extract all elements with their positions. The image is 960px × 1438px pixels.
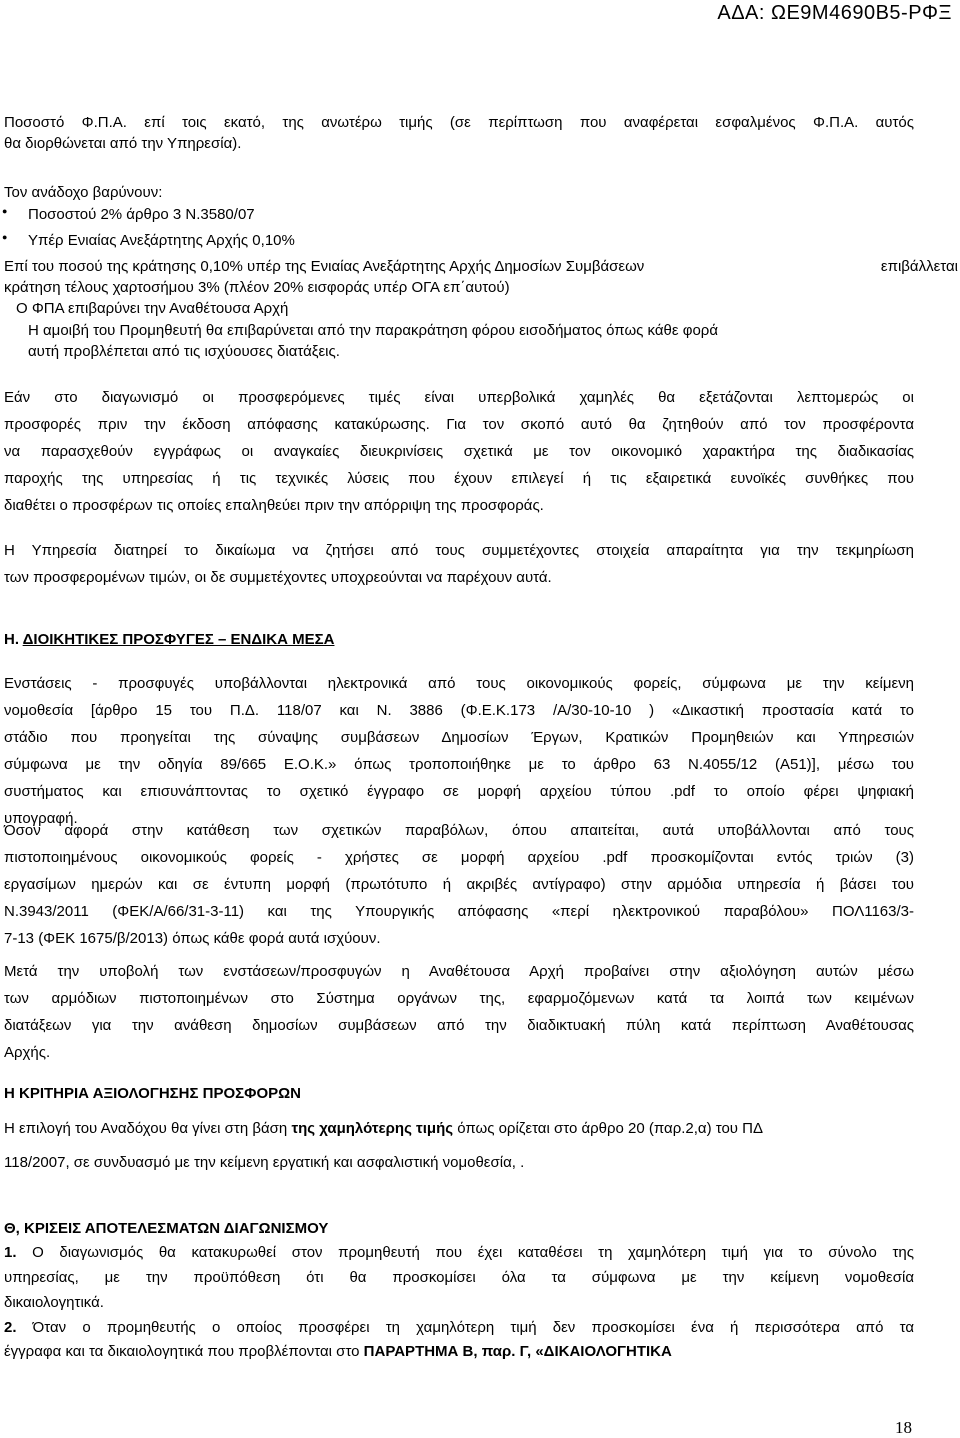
stamp-line-1-text: Επί του ποσού της κράτησης 0,10% υπέρ της Ενιαίας Ανεξάρτητης Αρχής Δημοσίων Συμβάσεων bbox=[4, 258, 645, 275]
vat-note-line-1: Ποσοστό Φ.Π.Α. επί τοις εκατό, της ανωτέρω τιμής (σε περίπτωση που αναφέρεται εσφαλμένος Φ.Π.Α. αυτός bbox=[4, 114, 914, 131]
criteria-line-1 bbox=[4, 1115, 954, 1144]
theta-p1-line-1-text: Ο διαγωνισμός θα κατακυρωθεί στον προμηθευτή που έχει καταθέσει τη χαμηλότερη τιμή για το σύνολο της bbox=[16, 1244, 914, 1261]
section-h-prefix: Η. bbox=[4, 631, 23, 648]
section-h-p3-line-2: των αρμόδιων πιστοποιημένων στο Σύστημα οργάνων της, εφαρμοζόμενων κατά τα λοιπά των κειμένων bbox=[4, 990, 914, 1007]
stamp-line-1 bbox=[4, 256, 958, 277]
criteria-line-1-post: όπως ορίζεται στο άρθρο 20 (παρ.2,α) του ΠΔ bbox=[453, 1120, 764, 1137]
section-h-p2-line-2: πιστοποιημένους οικονομικούς φορείς - χρήστες σε μορφή αρχείου .pdf προσκομίζονται εντός τριών (3) bbox=[4, 849, 914, 866]
section-h-heading bbox=[4, 626, 914, 655]
stamp-line-1-end: επιβάλλεται bbox=[880, 258, 958, 275]
fee-line-1: Η αμοιβή του Προμηθευτή θα επιβαρύνεται από την παρακράτηση φόρου εισοδήματος όπως κάθε φορά bbox=[28, 322, 719, 339]
theta-p1-number: 1. bbox=[4, 1244, 17, 1261]
theta-heading: Θ, ΚΡΙΣΕΙΣ ΑΠΟΤΕΛΕΣΜΑΤΩΝ ΔΙΑΓΩΝΙΣΜΟΥ bbox=[4, 1220, 329, 1237]
bullet-item-1: ● Ποσοστού 2% άρθρο 3 Ν.3580/07 bbox=[28, 206, 255, 223]
theta-p1-line-2: υπηρεσίας, με την προϋπόθεση ότι θα προσκομίσει όλα τα σύμφωνα με την κείμενη νομοθεσία bbox=[4, 1269, 914, 1286]
criteria-heading: Η ΚΡΙΤΗΡΙΑ ΑΞΙΟΛΟΓΗΣΗΣ ΠΡΟΣΦΟΡΩΝ bbox=[4, 1085, 302, 1102]
theta-p2-line-2 bbox=[4, 1339, 914, 1364]
section-h-p2-line-1: Όσον αφορά στην κατάθεση των σχετικών παραβόλων, όπου απαιτείται, αυτά υποβάλλονται από τους bbox=[4, 822, 914, 839]
reserve-line-1: Η Υπηρεσία διατηρεί το δικαίωμα να ζητήσει από τους συμμετέχοντες στοιχεία απαραίτητα για την τεκμηρίωση bbox=[4, 542, 914, 559]
ada-code: ΑΔΑ: ΩΕ9Μ4690Β5-ΡΦΞ bbox=[717, 2, 952, 24]
vat-note-line-2: θα διορθώνεται από την Υπηρεσία). bbox=[4, 135, 242, 152]
theta-p2-line-2-pre: έγγραφα και τα δικαιολογητικά που προβλέπονται στο bbox=[4, 1343, 364, 1360]
section-h-p1-line-3: στάδιο που προηγείται της σύναψης συμβάσεων Δημοσίων Έργων, Κρατικών Προμηθειών και Υπηρεσιών bbox=[4, 729, 914, 746]
section-h-p1-line-6: υπογραφή. bbox=[4, 810, 78, 827]
contractor-intro: Τον ανάδοχο βαρύνουν: bbox=[4, 184, 163, 201]
section-h-title: ΔΙΟΙΚΗΤΙΚΕΣ ΠΡΟΣΦΥΓΕΣ – ΕΝΔΙΚΑ ΜΕΣΑ bbox=[22, 631, 335, 648]
section-h-p3-line-1: Μετά την υποβολή των ενστάσεων/προσφυγών η Αναθέτουσα Αρχή προβαίνει στην αξιολόγηση αυτών μέσω bbox=[4, 963, 914, 980]
section-h-p2-line-3: εργασίμων ημερών και σε έντυπη μορφή (πρωτότυπο ή ακριβές αντίγραφο) στην αρμόδια υπηρεσία ή βάσει του bbox=[4, 876, 914, 893]
vat-burden-line: Ο ΦΠΑ επιβαρύνει την Αναθέτουσα Αρχή bbox=[16, 300, 289, 317]
section-h-p3-line-3: διατάξεων για την ανάθεση δημοσίων συμβάσεων από την διαδικτυακή πύλη κατά περίπτωση Αναθέτουσας bbox=[4, 1017, 914, 1034]
section-h-p1-line-2: νομοθεσία [άρθρο 15 του Π.Δ. 118/07 και Ν. 3886 (Φ.Ε.Κ.173 /Α/30-10-10 ) «Δικαστική προστασία κατά το bbox=[4, 702, 914, 719]
low-offers-line-2: προσφορές πριν την έκδοση απόφασης κατακύρωσης. Για τον σκοπό αυτό θα ζητηθούν από τον προσφέροντα bbox=[4, 416, 914, 433]
theta-p1-line-1 bbox=[4, 1240, 914, 1265]
theta-p2-line-1 bbox=[4, 1315, 914, 1340]
low-offers-line-5: διαθέτει ο προσφέρων τις οποίες επαληθεύει πριν την απόρριψη της προσφοράς. bbox=[4, 497, 544, 514]
reserve-line-2: των προσφερομένων τιμών, οι δε συμμετέχοντες υποχρεούνται να παρέχουν αυτά. bbox=[4, 569, 552, 586]
low-offers-line-4: παροχής της υπηρεσίας ή τις τεχνικές λύσεις που έχουν επιλεγεί ή τις εξαιρετικά ευνοϊκές συνθήκες που bbox=[4, 470, 914, 487]
theta-annex-reference: ΠΑΡΑΡΤΗΜΑ Β, παρ. Γ, «ΔΙΚΑΙΟΛΟΓΗΤΙΚΑ bbox=[363, 1343, 672, 1360]
page-number: 18 bbox=[895, 1418, 912, 1437]
fee-line-2: αυτή προβλέπεται από τις ισχύουσες διατάξεις. bbox=[28, 343, 340, 360]
criteria-line-1-pre: Η επιλογή του Αναδόχου θα γίνει στη βάση bbox=[4, 1120, 292, 1137]
section-h-p3-line-4: Αρχής. bbox=[4, 1044, 51, 1061]
section-h-p1-line-1: Ενστάσεις - προσφυγές υποβάλλονται ηλεκτρονικά από τους οικονομικούς φορείς, σύμφωνα με την κείμενη bbox=[4, 675, 914, 692]
theta-p2-number: 2. bbox=[4, 1319, 17, 1336]
section-h-p2-line-5: 7-13 (ΦΕΚ 1675/β/2013) όπως κάθε φορά αυτά ισχύουν. bbox=[4, 930, 381, 947]
criteria-lowest-price: της χαμηλότερης τιμής bbox=[291, 1120, 454, 1137]
theta-p1-line-3: δικαιολογητικά. bbox=[4, 1294, 104, 1311]
criteria-line-2: 118/2007, σε συνδυασμό με την κείμενη εργατική και ασφαλιστική νομοθεσία, . bbox=[4, 1154, 525, 1171]
stamp-line-2: κράτηση τέλους χαρτοσήμου 3% (πλέον 20% εισφοράς υπέρ ΟΓΑ επ΄αυτού) bbox=[4, 279, 510, 296]
low-offers-line-1: Εάν στο διαγωνισμό οι προσφερόμενες τιμές είναι υπερβολικά χαμηλές θα εξετάζονται λεπτομερώς οι bbox=[4, 389, 914, 406]
low-offers-line-3: να παρασχεθούν εγγράφως οι αναγκαίες διευκρινίσεις σχετικά με τον οικονομικό χαρακτήρα της διαδικασίας bbox=[4, 443, 914, 460]
section-h-p2-line-4: Ν.3943/2011 (ΦΕΚ/Α/66/31-3-11) και της Υπουργικής απόφασης «περί ηλεκτρονικού παραβόλου» ΠΟΛ1163/3- bbox=[4, 903, 914, 920]
section-h-p1-line-4: σύμφωνα με την οδηγία 89/665 Ε.Ο.Κ.» όπως τροποποιήθηκε με το άρθρο 63 Ν.4055/12 (Α51)], μέσω του bbox=[4, 756, 914, 773]
bullet-item-2: ● Υπέρ Ενιαίας Ανεξάρτητης Αρχής 0,10% bbox=[28, 232, 295, 249]
section-h-p1-line-5: συστήματος και επισυνάπτοντας το σχετικό έγγραφο σε μορφή αρχείου τύπου .pdf το οποίο φέρει ψηφιακή bbox=[4, 783, 914, 800]
theta-p2-line-1-text: Όταν ο προμηθευτής ο οποίος προσφέρει τη χαμηλότερη τιμή δεν προσκομίσει ένα ή περισσότερα από τα bbox=[16, 1319, 914, 1336]
